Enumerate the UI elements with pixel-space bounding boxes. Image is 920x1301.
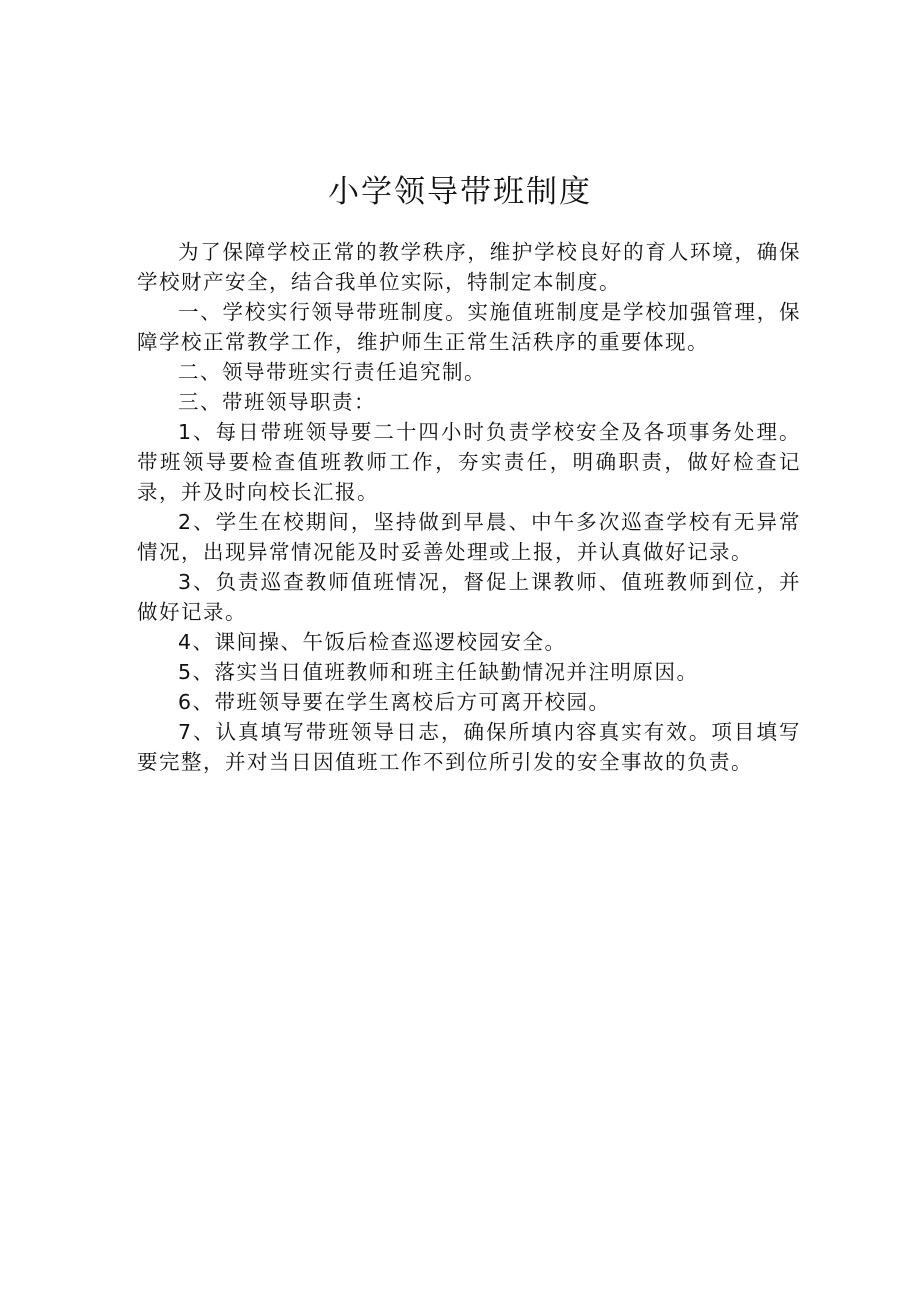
paragraph-duty-6: 6、带班领导要在学生离校后方可离开校园。 <box>178 690 611 714</box>
document-title: 小学领导带班制度 <box>328 174 592 210</box>
paragraph-clause-1: 一、学校实行领导带班制度。实施值班制度是学校加强管理，保障学校正常教学工作，维护师生正常生活秩序的重要体现。 <box>137 300 801 354</box>
paragraph-duty-3: 3、负责巡查教师值班情况，督促上课教师、值班教师到位，并做好记录。 <box>137 570 801 624</box>
paragraph-duty-4: 4、课间操、午饭后检查巡逻校园安全。 <box>178 630 567 654</box>
paragraph-clause-2: 二、领导带班实行责任追究制。 <box>178 360 486 384</box>
paragraph-intro: 为了保障学校正常的教学秩序，维护学校良好的育人环境，确保学校财产安全，结合我单位实际，特制定本制度。 <box>137 240 801 294</box>
paragraph-duty-5: 5、落实当日值班教师和班主任缺勤情况并注明原因。 <box>178 660 699 684</box>
paragraph-duty-7: 7、认真填写带班领导日志，确保所填内容真实有效。项目填写要完整，并对当日因值班工作不到位所引发的安全事故的负责。 <box>137 720 801 774</box>
paragraph-duty-2: 2、学生在校期间，坚持做到早晨、中午多次巡查学校有无异常情况，出现异常情况能及时妥善处理或上报，并认真做好记录。 <box>137 510 801 564</box>
paragraph-duty-1: 1、每日带班领导要二十四小时负责学校安全及各项事务处理。带班领导要检查值班教师工作，夯实责任，明确职责，做好检查记录，并及时向校长汇报。 <box>137 420 801 504</box>
paragraph-clause-3: 三、带班领导职责： <box>178 390 376 414</box>
document-body <box>137 237 801 777</box>
